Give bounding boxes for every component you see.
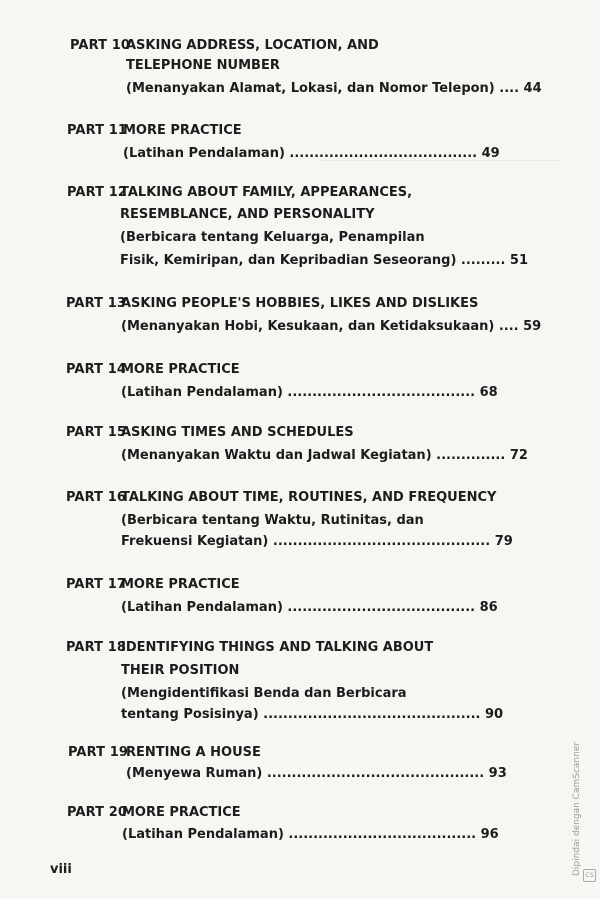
scanner-watermark <box>560 600 590 880</box>
part-subtitle: (Menanyakan Hobi, Kesukaan, dan Ketidaksukaan) .... 59 <box>121 319 542 334</box>
part-subtitle: (Mengidentifikasi Benda dan Berbicara <box>121 686 407 701</box>
part-title: MORE PRACTICE <box>121 577 240 592</box>
part-subtitle: (Latihan Pendalaman) ...................................... 86 <box>121 600 498 615</box>
scanner-watermark-text: Dipindai dengan CamScanner <box>572 741 582 876</box>
part-title: ASKING ADDRESS, LOCATION, AND <box>126 38 379 53</box>
part-number: PART 17 <box>66 577 127 592</box>
part-number: PART 15 <box>66 425 127 440</box>
part-subtitle: (Menanyakan Waktu dan Jadwal Kegiatan) .............. 72 <box>121 448 528 463</box>
part-title: ASKING TIMES AND SCHEDULES <box>121 425 354 440</box>
part-title: THEIR POSITION <box>121 663 240 678</box>
part-number: PART 20 <box>67 805 128 820</box>
part-number: PART 10 <box>70 38 131 53</box>
part-title: TALKING ABOUT TIME, ROUTINES, AND FREQUENCY <box>121 490 497 505</box>
part-subtitle: tentang Posisinya) ............................................ 90 <box>121 707 504 722</box>
part-subtitle: (Latihan Pendalaman) ...................................... 96 <box>122 827 499 842</box>
part-number: PART 11 <box>67 123 128 138</box>
part-title: MORE PRACTICE <box>123 123 242 138</box>
part-subtitle: (Menanyakan Alamat, Lokasi, dan Nomor Telepon) .... 44 <box>126 81 542 96</box>
part-number: PART 13 <box>66 296 127 311</box>
part-subtitle: (Berbicara tentang Waktu, Rutinitas, dan <box>121 513 424 528</box>
part-title: ASKING PEOPLE'S HOBBIES, LIKES AND DISLIKES <box>121 296 479 311</box>
part-subtitle: Frekuensi Kegiatan) ............................................ 79 <box>121 534 513 549</box>
part-title: RESEMBLANCE, AND PERSONALITY <box>120 207 375 222</box>
part-subtitle: (Latihan Pendalaman) ...................................... 49 <box>123 146 500 161</box>
part-number: PART 12 <box>67 185 128 200</box>
part-title: IDENTIFYING THINGS AND TALKING ABOUT <box>121 640 434 655</box>
part-subtitle: Fisik, Kemiripan, dan Kepribadian Seseorang) ......... 51 <box>120 253 528 268</box>
camscanner-logo-icon: CS <box>583 869 596 882</box>
part-number: PART 18 <box>66 640 127 655</box>
page-number: viii <box>50 862 72 877</box>
part-subtitle: (Berbicara tentang Keluarga, Penampilan <box>120 230 425 245</box>
part-title: MORE PRACTICE <box>122 805 241 820</box>
part-subtitle: (Menyewa Ruman) ............................................ 93 <box>126 766 507 781</box>
part-title: MORE PRACTICE <box>121 362 240 377</box>
part-number: PART 16 <box>66 490 127 505</box>
part-subtitle: (Latihan Pendalaman) ...................................... 68 <box>121 385 498 400</box>
part-number: PART 14 <box>66 362 127 377</box>
part-title: TALKING ABOUT FAMILY, APPEARANCES, <box>120 185 413 200</box>
part-number: PART 19 <box>68 745 129 760</box>
part-title: TELEPHONE NUMBER <box>126 58 280 73</box>
part-title: RENTING A HOUSE <box>126 745 261 760</box>
